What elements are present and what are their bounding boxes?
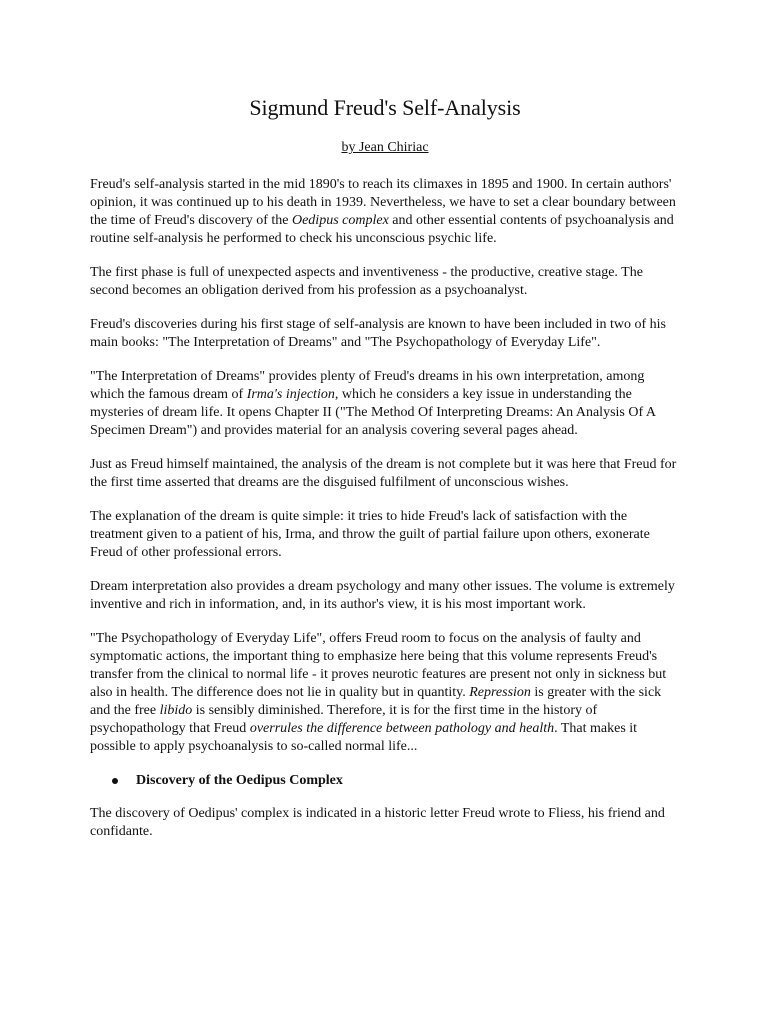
- text-run: "The Interpretation of Dreams" provides plenty of Freud's dreams in his own interpretation, among which the famous dream of: [90, 369, 645, 402]
- paragraph-3: Freud's discoveries during his first stage of self-analysis are known to have been included in two of his main books: "The Interpretation of Dreams" and "The Psychopathology of Everyday Life".: [90, 317, 667, 350]
- paragraph-7: Dream interpretation also provides a dream psychology and many other issues. The volume is extremely inventive and rich in information, and, in its author's view, it is his most important work.: [90, 579, 675, 612]
- text-run: , which he considers a key issue in understanding the mysteries of dream life. It opens Chapter II ("The Method Of Interpreting Dreams: An Analysis Of A Specimen Dream") and provides material for an analysis covering several pages ahead.: [90, 387, 656, 438]
- text-run: . That makes it possible to apply psychoanalysis to so-called normal life...: [90, 721, 638, 754]
- document-body: [90, 176, 680, 841]
- emphasis-libido: libido: [159, 703, 193, 718]
- text-run: is greater with the sick and the free: [90, 685, 662, 718]
- byline: [90, 139, 680, 157]
- paragraph-8: [90, 630, 680, 756]
- bullet-item: [112, 772, 680, 790]
- emphasis-pathology-health: overrules the difference between pathology and health: [249, 721, 555, 736]
- paragraph-2: The first phase is full of unexpected aspects and inventiveness - the productive, creative stage. The second becomes an obligation derived from his profession as a psychoanalyst.: [90, 265, 643, 298]
- text-run: is sensibly diminished. Therefore, it is for the first time in the history of psychopathology that Freud: [90, 703, 598, 736]
- paragraph-9: The discovery of Oedipus' complex is indicated in a historic letter Freud wrote to Fliess, his friend and confidante.: [90, 806, 665, 839]
- paragraph-6: The explanation of the dream is quite simple: it tries to hide Freud's lack of satisfaction with the treatment given to a patient of his, Irma, and throw the guilt of partial failure upon others, exonerate Freud of other professional errors.: [90, 509, 650, 560]
- document-title: Sigmund Freud's Self-Analysis: [249, 95, 521, 120]
- text-run: "The Psychopathology of Everyday Life", offers Freud room to focus on the analysis of faulty and symptomatic actions, the important thing to emphasize here being that this volume represents Freud's transfer from the clinical to normal life - it proves neurotic features are present not only in sickness but also in health. The difference does not lie in quality but in quantity.: [90, 631, 667, 700]
- bullet-list: [90, 772, 680, 790]
- emphasis-repression: Repression: [469, 685, 531, 700]
- emphasis-irmas-injection: Irma's injection: [246, 387, 335, 402]
- emphasis-oedipus-complex: Oedipus complex: [291, 213, 389, 228]
- paragraph-5: Just as Freud himself maintained, the analysis of the dream is not complete but it was here that Freud for the first time asserted that dreams are the disguised fulfilment of unconscious wishes.: [90, 457, 677, 490]
- bullet-item-text: Discovery of the Oedipus Complex: [136, 773, 343, 788]
- bullet-icon: [112, 778, 118, 784]
- paragraph-4: [90, 368, 680, 440]
- text-run: and other essential contents of psychoanalysis and routine self-analysis he performed to check his unconscious psychic life.: [90, 213, 674, 246]
- author-link[interactable]: by Jean Chiriac: [341, 140, 429, 155]
- paragraph-1: [90, 176, 680, 248]
- text-run: Freud's self-analysis started in the mid 1890's to reach its climaxes in 1895 and 1900. In certain authors' opinion, it was continued up to his death in 1939. Nevertheless, we have to set a clear boundary between the time of Freud's discovery of the: [90, 177, 676, 228]
